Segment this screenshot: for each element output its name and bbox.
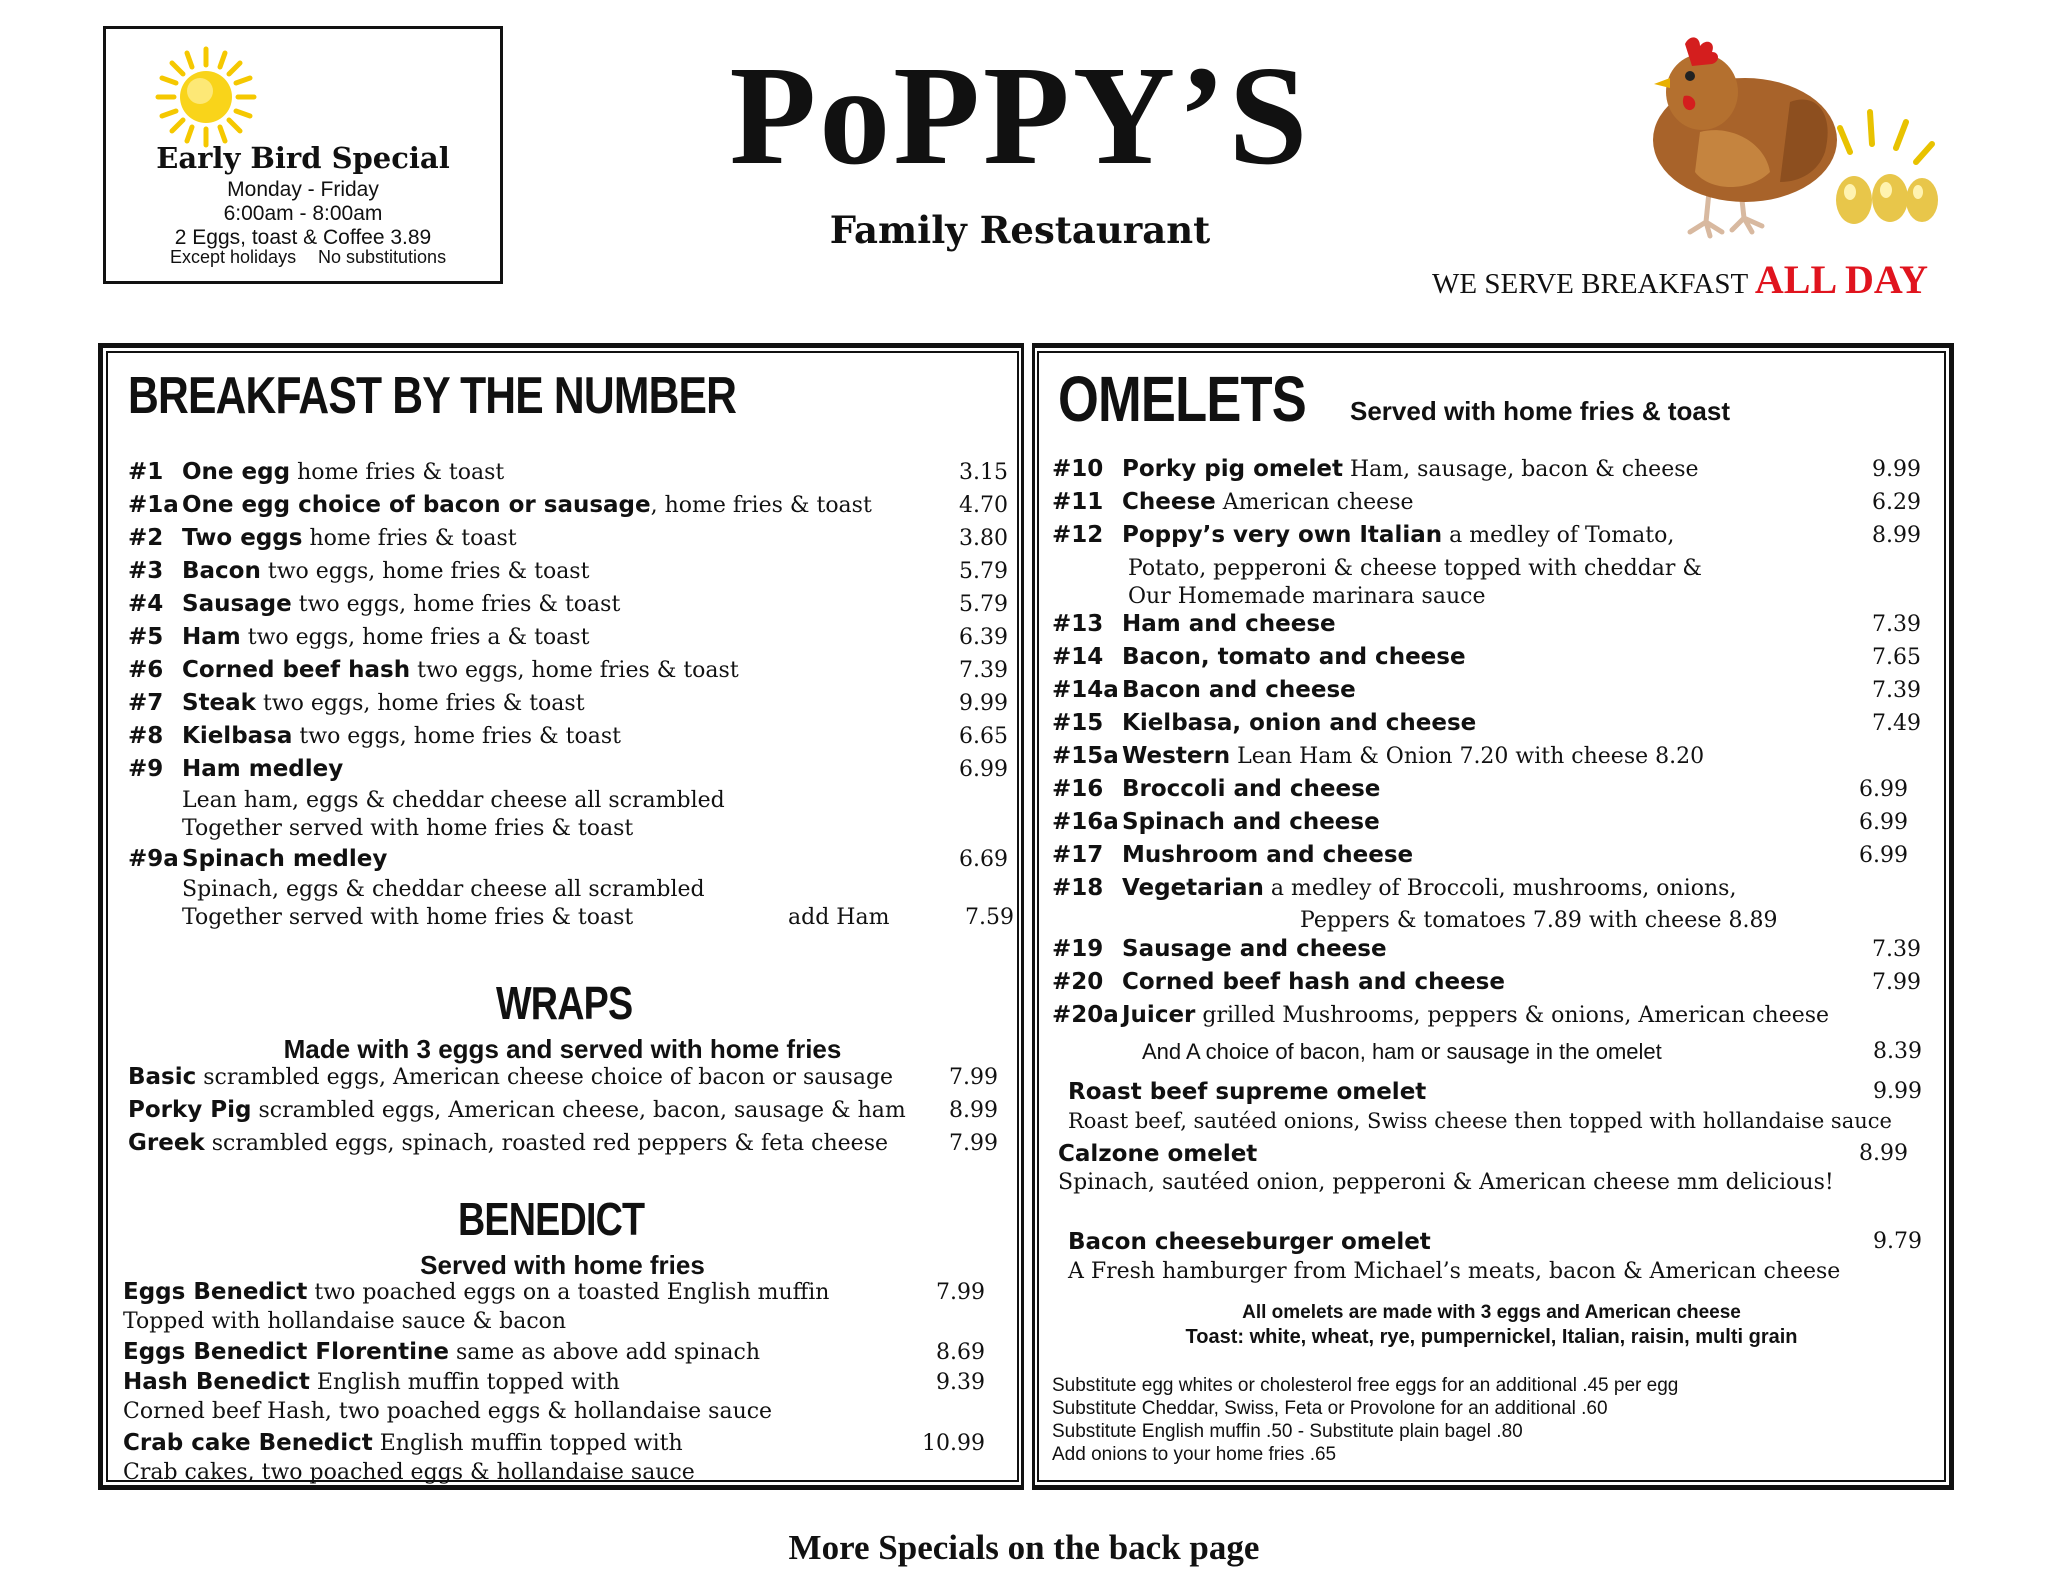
omelet-item bbox=[1052, 968, 1505, 998]
wrap-item bbox=[128, 1129, 888, 1159]
item-name: Kielbasa, onion and cheese bbox=[1122, 710, 1477, 736]
item-name: Cheese bbox=[1122, 489, 1216, 515]
benedict-item bbox=[123, 1429, 683, 1459]
item-price: 6.99 bbox=[959, 757, 1008, 782]
early-bird-days: Monday - Friday bbox=[227, 178, 379, 201]
item-price: 7.39 bbox=[959, 658, 1008, 683]
item-name: Two eggs bbox=[182, 525, 303, 551]
item-number: #18 bbox=[1052, 875, 1104, 901]
omelet-item bbox=[1052, 775, 1380, 805]
specialty-omelet-description: Roast beef, sautéed onions, Swiss cheese then topped with hollandaise sauce bbox=[1068, 1109, 1892, 1133]
early-bird-note-substitutions: No substitutions bbox=[318, 247, 447, 267]
item-description: scrambled eggs, American cheese, bacon, sausage & ham bbox=[258, 1098, 906, 1123]
item-number: #9 bbox=[128, 756, 164, 782]
spinach-medley-description-2: Together served with home fries & toast bbox=[182, 905, 634, 930]
item-name: Greek bbox=[128, 1130, 205, 1156]
item-description: home fries & toast bbox=[297, 460, 505, 485]
item-price: 8.69 bbox=[936, 1340, 985, 1365]
item-number: #16 bbox=[1052, 776, 1104, 802]
omelet-item bbox=[1052, 742, 1704, 772]
omelet-item bbox=[1052, 808, 1380, 838]
item-price: 3.15 bbox=[959, 460, 1008, 485]
omelet-item bbox=[1052, 488, 1414, 518]
item-description: two eggs, home fries & toast bbox=[262, 691, 585, 716]
spinach-medley-description-1: Spinach, eggs & cheddar cheese all scrambled bbox=[182, 877, 705, 902]
tagline-text: WE SERVE BREAKFAST bbox=[1432, 268, 1748, 300]
omelet-item bbox=[1052, 1001, 1829, 1031]
item-name: Poppy’s very own Italian bbox=[1122, 522, 1443, 548]
item-description: Ham, sausage, bacon & cheese bbox=[1349, 457, 1699, 482]
item-price: 6.69 bbox=[959, 847, 1008, 872]
item-number: #16a bbox=[1052, 809, 1119, 835]
item-price: 7.49 bbox=[1872, 711, 1921, 736]
breakfast-item bbox=[128, 623, 589, 653]
item-price: 8.99 bbox=[1872, 523, 1921, 548]
item-number: #9a bbox=[128, 846, 179, 872]
item-price: 7.99 bbox=[936, 1280, 985, 1305]
item-price: 7.39 bbox=[1872, 678, 1921, 703]
breakfast-item bbox=[128, 722, 621, 752]
item-number: #1a bbox=[128, 492, 179, 518]
omelet-item bbox=[1052, 643, 1466, 673]
early-bird-note-holidays: Except holidays bbox=[170, 247, 297, 267]
item-price: 7.65 bbox=[1872, 645, 1921, 670]
wraps-subtitle: Made with 3 eggs and served with home fries bbox=[283, 1034, 842, 1064]
all-omelets-note: All omelets are made with 3 eggs and American cheese bbox=[1242, 1302, 1741, 1323]
vegetarian-description-2: Peppers & tomatoes 7.89 with cheese 8.89 bbox=[1300, 908, 1778, 933]
omelet-item bbox=[1052, 610, 1336, 640]
hen-with-eggs-icon bbox=[1640, 32, 1940, 242]
item-price: 5.79 bbox=[959, 559, 1008, 584]
back-page-note: More Specials on the back page bbox=[788, 1528, 1260, 1567]
add-ham-label: add Ham bbox=[788, 905, 890, 930]
juicer-price: 8.39 bbox=[1873, 1039, 1922, 1064]
item-number: #8 bbox=[128, 723, 164, 749]
item-description: two eggs, home fries a & toast bbox=[247, 625, 590, 650]
item-name: One egg bbox=[182, 459, 291, 485]
item-description-continued: Crab cakes, two poached eggs & hollandaise sauce bbox=[123, 1460, 695, 1485]
item-description: same as above add spinach bbox=[456, 1340, 761, 1365]
substitution-note: Add onions to your home fries .65 bbox=[1052, 1444, 1337, 1465]
item-name: Corned beef hash and cheese bbox=[1122, 969, 1505, 995]
item-price: 6.99 bbox=[1859, 843, 1908, 868]
benedict-section-title: BENEDICT bbox=[458, 1193, 645, 1245]
item-number: #10 bbox=[1052, 456, 1104, 482]
add-ham-price: 7.59 bbox=[965, 905, 1014, 930]
item-price: 4.70 bbox=[959, 493, 1008, 518]
wrap-item bbox=[128, 1096, 906, 1126]
substitution-note: Substitute egg whites or cholesterol free eggs for an additional .45 per egg bbox=[1052, 1375, 1679, 1396]
item-price: 7.39 bbox=[1872, 937, 1921, 962]
item-number: #4 bbox=[128, 591, 164, 617]
item-name: Corned beef hash bbox=[182, 657, 411, 683]
item-name: Western bbox=[1122, 743, 1231, 769]
item-price: 9.39 bbox=[936, 1370, 985, 1395]
wrap-item bbox=[128, 1063, 893, 1093]
item-description: scrambled eggs, American cheese choice of bacon or sausage bbox=[203, 1065, 894, 1090]
item-price: 6.99 bbox=[1859, 810, 1908, 835]
item-name: Sausage bbox=[182, 591, 292, 617]
early-bird-offer: 2 Eggs, toast & Coffee 3.89 bbox=[174, 226, 432, 249]
ham-medley-description-1: Lean ham, eggs & cheddar cheese all scrambled bbox=[182, 788, 725, 813]
item-name: Hash Benedict bbox=[123, 1369, 310, 1395]
item-price: 9.99 bbox=[1872, 457, 1921, 482]
omelet-item bbox=[1052, 455, 1699, 485]
wraps-section-title: WRAPS bbox=[496, 977, 633, 1029]
omelet-item bbox=[1052, 709, 1476, 739]
item-name: Bacon and cheese bbox=[1122, 677, 1356, 703]
item-description: a medley of Broccoli, mushrooms, onions, bbox=[1270, 876, 1737, 901]
item-price: 7.39 bbox=[1872, 612, 1921, 637]
item-name: Juicer bbox=[1122, 1002, 1196, 1028]
item-name: Basic bbox=[128, 1064, 197, 1090]
item-number: #20 bbox=[1052, 969, 1104, 995]
item-number: #5 bbox=[128, 624, 164, 650]
item-description: English muffin topped with bbox=[379, 1431, 683, 1456]
item-name: Bacon, tomato and cheese bbox=[1122, 644, 1466, 670]
item-name: Eggs Benedict bbox=[123, 1279, 308, 1305]
item-number: #13 bbox=[1052, 611, 1104, 637]
omelet-item bbox=[1052, 521, 1674, 551]
substitution-note: Substitute Cheddar, Swiss, Feta or Provolone for an additional .60 bbox=[1052, 1398, 1608, 1419]
restaurant-subtitle: Family Restaurant bbox=[829, 208, 1211, 252]
item-price: 8.99 bbox=[1859, 1141, 1908, 1166]
item-name: Crab cake Benedict bbox=[123, 1430, 373, 1456]
specialty-omelet-name: Calzone omelet bbox=[1058, 1141, 1258, 1167]
item-name: Broccoli and cheese bbox=[1122, 776, 1381, 802]
specialty-omelet-name: Bacon cheeseburger omelet bbox=[1068, 1229, 1431, 1255]
italian-description-2: Potato, pepperoni & cheese topped with cheddar & bbox=[1128, 556, 1702, 581]
breakfast-item bbox=[128, 755, 343, 785]
item-number: #14 bbox=[1052, 644, 1104, 670]
item-description: , home fries & toast bbox=[650, 493, 872, 518]
breakfast-item bbox=[128, 491, 872, 521]
item-number: #1 bbox=[128, 459, 164, 485]
early-bird-title: Early Bird Special bbox=[156, 141, 450, 175]
specialty-omelet-name: Roast beef supreme omelet bbox=[1068, 1079, 1427, 1105]
ham-medley-description-2: Together served with home fries & toast bbox=[182, 816, 634, 841]
item-number: #2 bbox=[128, 525, 164, 551]
item-number: #7 bbox=[128, 690, 164, 716]
item-description: two eggs, home fries & toast bbox=[417, 658, 739, 683]
item-price: 9.79 bbox=[1873, 1229, 1922, 1254]
benedict-item bbox=[123, 1278, 829, 1308]
item-name: One egg choice of bacon or sausage bbox=[182, 492, 651, 518]
item-name: Bacon bbox=[182, 558, 261, 584]
benedict-subtitle: Served with home fries bbox=[420, 1250, 705, 1280]
column-divider bbox=[1021, 343, 1035, 1490]
specialty-omelet-description: Spinach, sautéed onion, pepperoni & American cheese mm delicious! bbox=[1058, 1170, 1834, 1195]
item-name: Spinach and cheese bbox=[1122, 809, 1380, 835]
item-price: 10.99 bbox=[922, 1431, 985, 1456]
item-description: scrambled eggs, spinach, roasted red peppers & feta cheese bbox=[211, 1131, 889, 1156]
item-name: Mushroom and cheese bbox=[1122, 842, 1414, 868]
item-description: English muffin topped with bbox=[316, 1370, 620, 1395]
item-price: 9.99 bbox=[959, 691, 1008, 716]
item-price: 8.99 bbox=[949, 1098, 998, 1123]
item-number: #19 bbox=[1052, 936, 1104, 962]
item-name: Spinach medley bbox=[182, 846, 388, 872]
item-name: Vegetarian bbox=[1122, 875, 1264, 901]
omelet-item bbox=[1052, 874, 1736, 904]
item-price: 7.99 bbox=[949, 1131, 998, 1156]
breakfast-item bbox=[128, 557, 589, 587]
early-bird-special-box bbox=[103, 26, 503, 284]
item-description-continued: Topped with hollandaise sauce & bacon bbox=[123, 1309, 567, 1334]
early-bird-hours: 6:00am - 8:00am bbox=[223, 202, 383, 225]
substitution-note: Substitute English muffin .50 - Substitute plain bagel .80 bbox=[1052, 1421, 1523, 1442]
item-name: Ham bbox=[182, 624, 241, 650]
benedict-item bbox=[123, 1338, 760, 1368]
breakfast-item bbox=[128, 845, 387, 875]
breakfast-section-title: BREAKFAST BY THE NUMBER bbox=[128, 367, 737, 425]
item-price: 6.29 bbox=[1872, 490, 1921, 515]
omelet-item bbox=[1052, 841, 1413, 871]
item-name: Ham and cheese bbox=[1122, 611, 1336, 637]
item-description: home fries & toast bbox=[309, 526, 517, 551]
benedict-item bbox=[123, 1368, 620, 1398]
item-name: Sausage and cheese bbox=[1122, 936, 1387, 962]
item-number: #15a bbox=[1052, 743, 1119, 769]
item-description: grilled Mushrooms, peppers & onions, American cheese bbox=[1202, 1003, 1830, 1028]
sun-icon bbox=[154, 45, 258, 149]
item-description: two poached eggs on a toasted English muffin bbox=[314, 1280, 830, 1305]
item-name: Ham medley bbox=[182, 756, 344, 782]
item-number: #14a bbox=[1052, 677, 1119, 703]
item-price: 7.99 bbox=[949, 1065, 998, 1090]
item-description: two eggs, home fries & toast bbox=[299, 724, 621, 749]
item-price: 5.79 bbox=[959, 592, 1008, 617]
omelets-subtitle: Served with home fries & toast bbox=[1350, 396, 1730, 426]
breakfast-item bbox=[128, 656, 739, 686]
item-price: 6.65 bbox=[959, 724, 1008, 749]
item-name: Steak bbox=[182, 690, 256, 716]
omelet-item bbox=[1052, 676, 1356, 706]
item-name: Porky pig omelet bbox=[1122, 456, 1343, 482]
omelets-section-title: OMELETS bbox=[1058, 363, 1306, 435]
omelet-item bbox=[1052, 935, 1387, 965]
breakfast-item bbox=[128, 524, 517, 554]
breakfast-item bbox=[128, 590, 620, 620]
breakfast-item bbox=[128, 689, 585, 719]
item-name: Kielbasa bbox=[182, 723, 293, 749]
item-description: a medley of Tomato, bbox=[1449, 523, 1675, 548]
item-description: American cheese bbox=[1222, 490, 1414, 515]
item-number: #15 bbox=[1052, 710, 1104, 736]
italian-description-3: Our Homemade marinara sauce bbox=[1128, 584, 1486, 609]
item-price: 6.99 bbox=[1859, 777, 1908, 802]
item-number: #20a bbox=[1052, 1002, 1119, 1028]
item-description: two eggs, home fries & toast bbox=[298, 592, 621, 617]
item-number: #3 bbox=[128, 558, 164, 584]
item-number: #17 bbox=[1052, 842, 1104, 868]
item-price: 9.99 bbox=[1873, 1079, 1922, 1104]
item-description: two eggs, home fries & toast bbox=[267, 559, 590, 584]
specialty-omelet-description: A Fresh hamburger from Michael’s meats, bacon & American cheese bbox=[1068, 1259, 1841, 1284]
item-price: 3.80 bbox=[959, 526, 1008, 551]
item-description-continued: Corned beef Hash, two poached eggs & hollandaise sauce bbox=[123, 1399, 773, 1424]
item-description: Lean Ham & Onion 7.20 with cheese 8.20 bbox=[1237, 744, 1705, 769]
item-price: 7.99 bbox=[1872, 970, 1921, 995]
tagline-highlight: ALL DAY bbox=[1754, 257, 1928, 302]
toast-options-note: Toast: white, wheat, rye, pumpernickel, Italian, raisin, multi grain bbox=[1185, 1326, 1798, 1348]
item-number: #6 bbox=[128, 657, 164, 683]
restaurant-title: PoPPY’S bbox=[729, 36, 1311, 194]
item-name: Porky Pig bbox=[128, 1097, 252, 1123]
juicer-description-2: And A choice of bacon, ham or sausage in the omelet bbox=[1142, 1039, 1662, 1064]
breakfast-item bbox=[128, 458, 504, 488]
item-number: #11 bbox=[1052, 489, 1104, 515]
item-price: 6.39 bbox=[959, 625, 1008, 650]
breakfast-all-day-tagline bbox=[1380, 256, 1980, 303]
item-number: #12 bbox=[1052, 522, 1104, 548]
item-name: Eggs Benedict Florentine bbox=[123, 1339, 449, 1365]
